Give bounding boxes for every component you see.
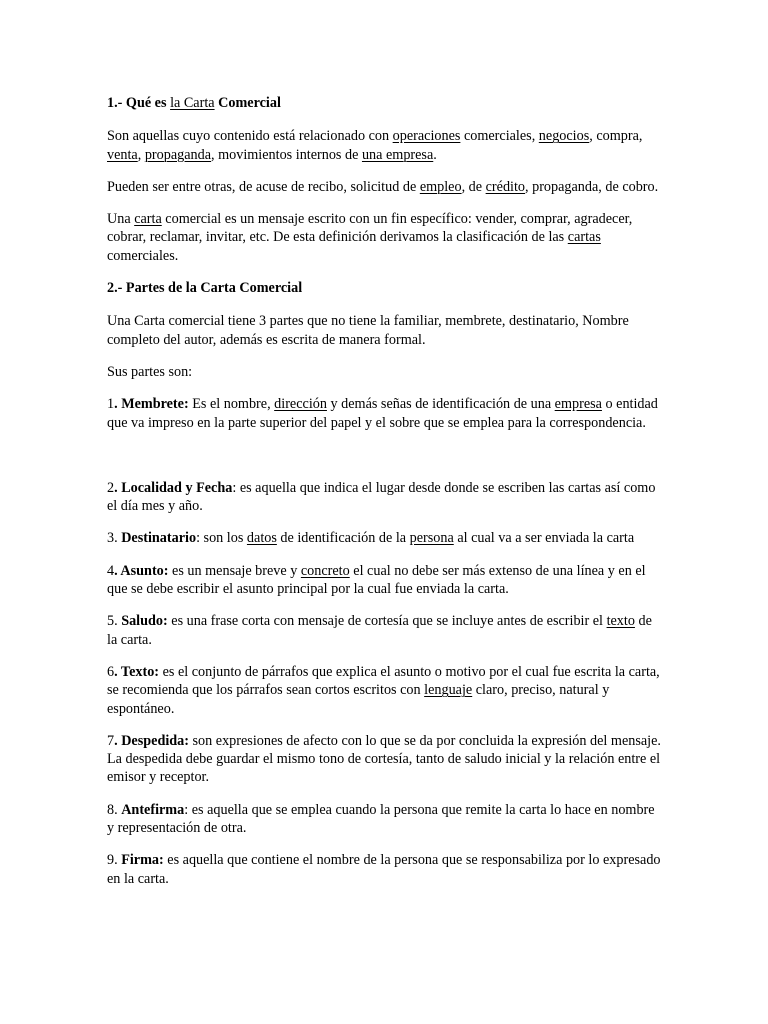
text-run: es aquella que contiene el nombre de la persona que se responsabiliza por lo expresado en la carta. [107, 852, 661, 887]
paragraph-definicion [107, 127, 662, 164]
text-run: al cual va a ser enviada la carta [453, 530, 635, 547]
text-run: : son los [196, 530, 247, 547]
item-texto [107, 663, 662, 718]
text-run: Sus partes son: [107, 363, 193, 380]
heading-part: 2.- Partes de la Carta Comercial [107, 280, 303, 297]
paragraph-tres-partes [107, 312, 662, 349]
text-run: : es aquella que se emplea cuando la persona que remite la carta lo hace en nombre y representación de otra. [107, 801, 655, 837]
link-empresa[interactable]: empresa [554, 396, 602, 413]
text-run: es un mensaje breve y [168, 562, 301, 579]
link-credito[interactable]: crédito [485, 178, 526, 195]
item-number: 1 [107, 396, 115, 413]
link-direccion[interactable]: dirección [274, 396, 327, 413]
item-saludo [107, 612, 662, 649]
text-run: de la carta. [107, 613, 652, 648]
item-firma [107, 851, 662, 888]
text-run: , propaganda, de cobro. [525, 178, 659, 195]
text-run: , compra, [589, 128, 643, 145]
heading-partes-carta-comercial [107, 279, 662, 297]
text-run: o entidad que va impreso en la parte superior del papel y el sobre que se emplea para la correspondencia. [107, 396, 658, 431]
item-number: 7 [107, 732, 115, 749]
link-propaganda[interactable]: propaganda [144, 146, 212, 163]
item-term: Destinatario [121, 530, 197, 547]
link-texto[interactable]: texto [606, 613, 635, 630]
link-negocios[interactable]: negocios [538, 128, 590, 145]
link-carta[interactable]: carta [134, 211, 162, 228]
heading-part: Comercial [214, 95, 281, 111]
text-run: , movimientos internos de [211, 146, 362, 163]
item-number: 9. [107, 852, 122, 869]
item-localidad-fecha [107, 479, 662, 516]
item-term: . Asunto: [114, 562, 169, 579]
link-empleo[interactable]: empleo [419, 178, 462, 195]
text-run: , de [461, 178, 486, 195]
text-run: . [433, 146, 437, 163]
item-term: Saludo: [121, 613, 168, 630]
link-una-empresa[interactable]: una empresa [361, 146, 434, 163]
item-membrete [107, 395, 662, 432]
item-despedida [107, 732, 662, 787]
text-run: son expresiones de afecto con lo que se da por concluida la expresión del mensaje. La despedida debe guardar el mismo tono de cortesía, tanto de saludo inicial y la relación entre el emisor y receptor. [107, 732, 661, 786]
link-datos[interactable]: datos [246, 530, 277, 547]
link-operaciones[interactable]: operaciones [392, 128, 461, 145]
item-number: 8. [107, 801, 122, 818]
link-la-carta[interactable]: la Carta [170, 95, 215, 111]
paragraph-tipos [107, 178, 662, 196]
text-run: Pueden ser entre otras, de acuse de recibo, solicitud de [107, 178, 420, 195]
paragraph-sus-partes [107, 363, 662, 381]
text-run: : es aquella que indica el lugar desde donde se escriben las cartas así como el día mes y año. [107, 479, 656, 515]
text-run: el cual no debe ser más extenso de una línea y en el que se debe escribir el asunto principal por la cual fue enviada la carta. [107, 562, 646, 598]
text-run: comerciales. [107, 247, 179, 264]
text-run: Una [107, 211, 135, 228]
item-number: 5. [107, 613, 122, 630]
item-antefirma [107, 801, 662, 838]
text-run: comercial es un mensaje escrito con un fin específico: vender, comprar, agradecer, cobrar, reclamar, invitar, etc. De esta definición derivamos la clasificación de las [107, 211, 633, 246]
item-number: 3. [107, 530, 122, 547]
text-run: y demás señas de identificación de una [326, 396, 555, 413]
item-term: . Membrete: [114, 396, 189, 413]
item-destinatario [107, 529, 662, 547]
text-run: Es el nombre, [188, 396, 275, 413]
item-term: Antefirma [121, 801, 185, 818]
paragraph-fin-especifico [107, 210, 662, 265]
item-number: 2 [107, 479, 115, 496]
link-venta[interactable]: venta [107, 146, 138, 163]
text-run: de identificación de la [276, 530, 410, 547]
link-persona[interactable]: persona [409, 530, 454, 547]
text-run: comerciales, [460, 128, 539, 145]
item-term: . Texto: [114, 663, 160, 680]
link-lenguaje[interactable]: lenguaje [424, 682, 473, 699]
link-cartas[interactable]: cartas [567, 229, 601, 246]
text-run: es una frase corta con mensaje de cortesía que se incluye antes de escribir el [167, 613, 607, 630]
item-number: 4 [107, 562, 115, 579]
document-page [107, 94, 662, 902]
text-run: Una Carta comercial tiene 3 partes que no tiene la familiar, membrete, destinatario, Nombre completo del autor, además es escrita de manera formal. [107, 313, 629, 348]
item-asunto [107, 562, 662, 599]
heading-que-es-carta-comercial [107, 94, 662, 112]
text-run: es el conjunto de párrafos que explica el asunto o motivo por el cual fue escrita la carta, se recomienda que los párrafos sean cortos escritos con [107, 663, 660, 699]
text-run: Son aquellas cuyo contenido está relacionado con [107, 128, 393, 145]
heading-part: 1.- Qué es [107, 95, 171, 111]
text-run: , [137, 146, 145, 163]
link-concreto[interactable]: concreto [300, 562, 350, 579]
item-term: Firma: [121, 852, 164, 869]
item-term: . Despedida: [114, 732, 189, 749]
item-number: 6 [107, 663, 115, 680]
text-run: claro, preciso, natural y espontáneo. [107, 682, 610, 717]
item-term: . Localidad y Fecha [114, 479, 233, 496]
